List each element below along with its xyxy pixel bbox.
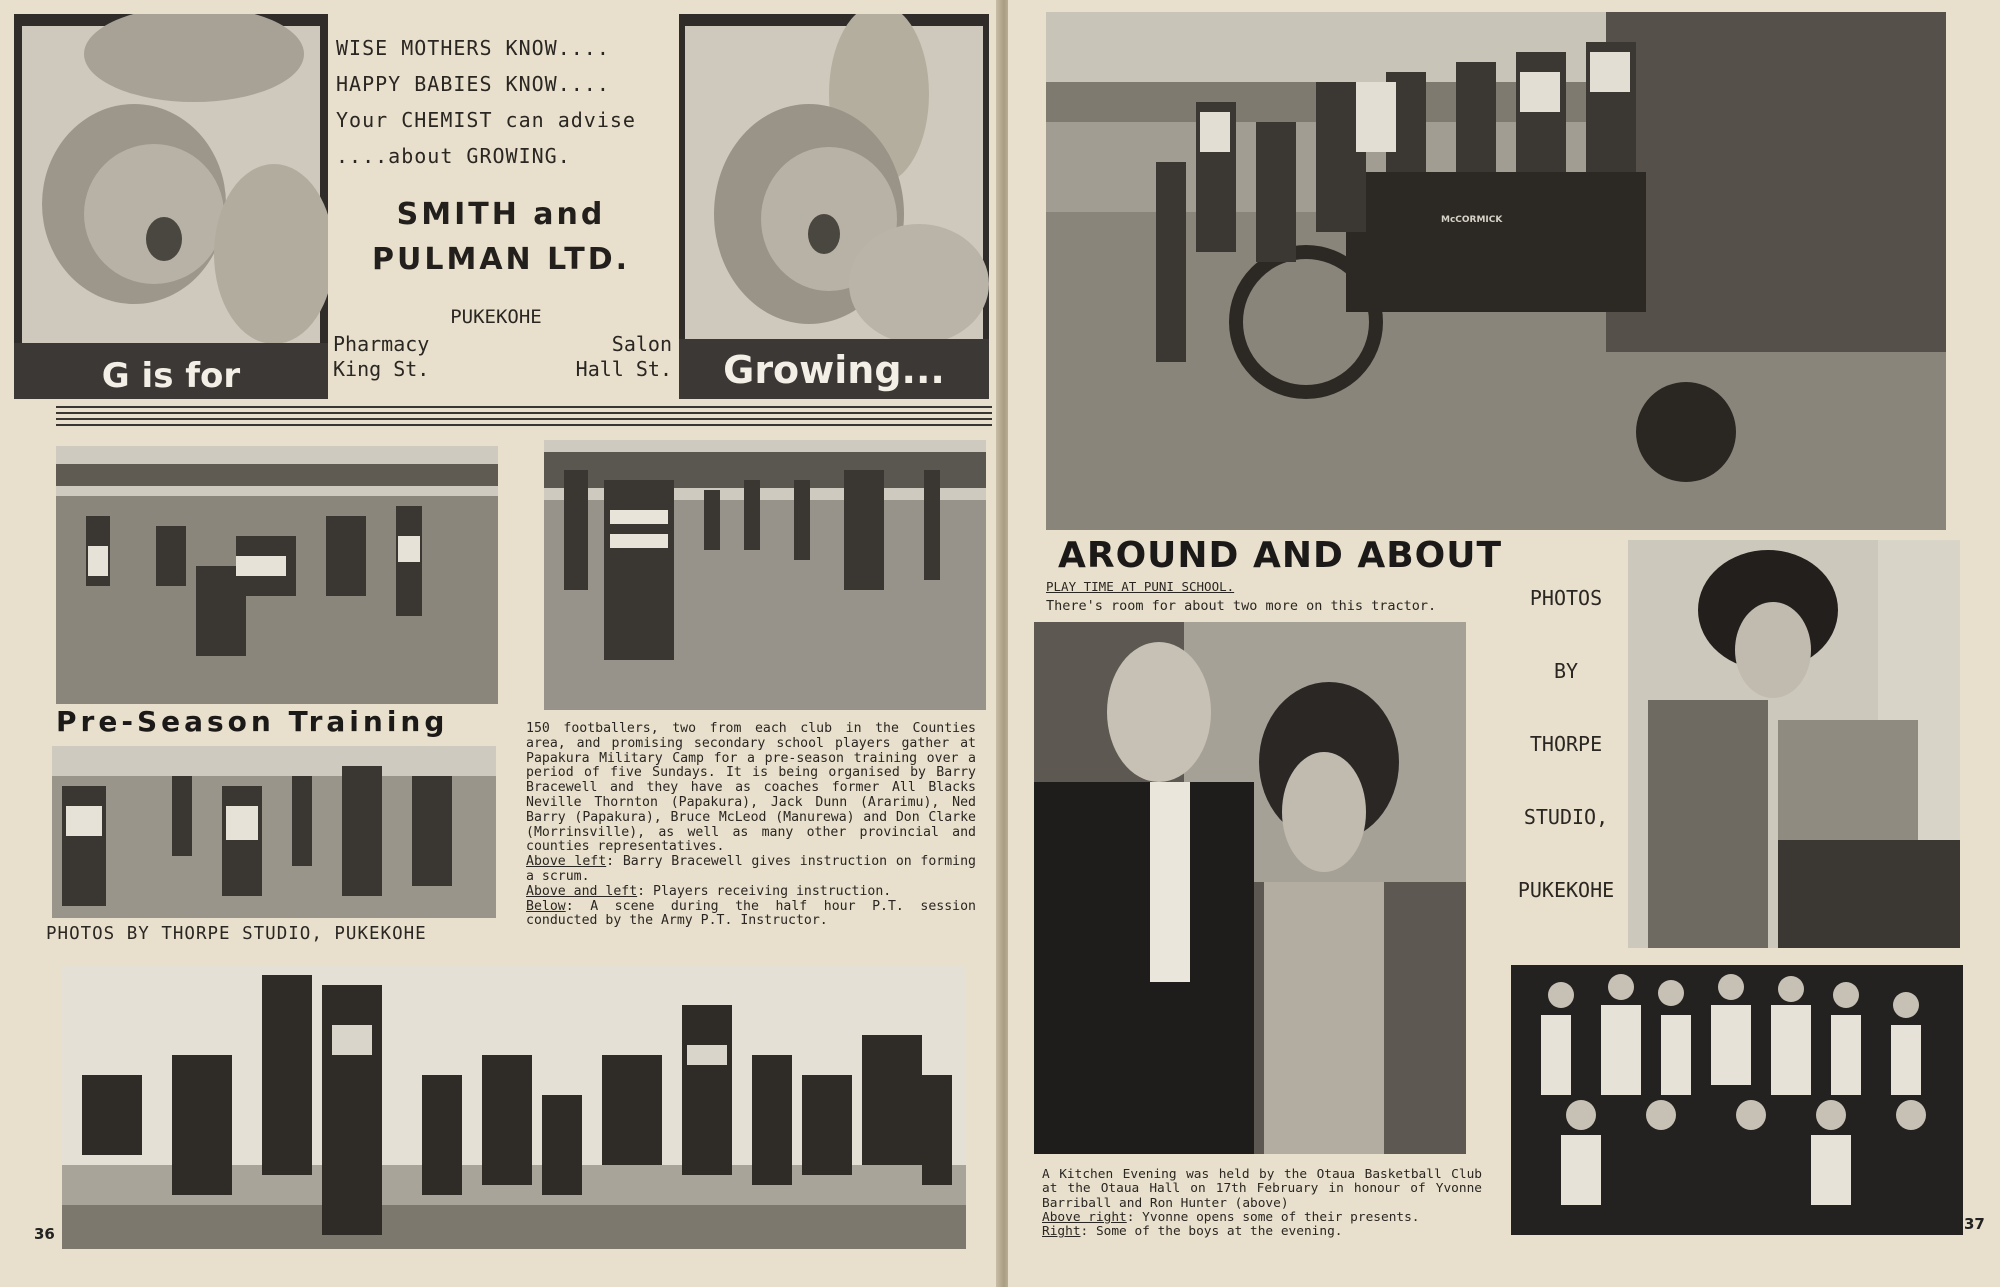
pharmacy-street: King St. <box>333 357 430 381</box>
couple-photo <box>1034 622 1466 1154</box>
tractor-photo <box>1046 12 1946 530</box>
page-number-right: 37 <box>1964 1215 1985 1233</box>
salon-street: Hall St. <box>575 357 672 381</box>
baby-left-caption: G is for <box>14 343 328 399</box>
page-number-left: 36 <box>34 1225 55 1243</box>
tractor-photo-image <box>1046 12 1946 530</box>
tractor-brand-label: McCORMICK <box>1441 215 1503 225</box>
caption-above-right-text: : Yvonne opens some of their presents. <box>1126 1209 1420 1225</box>
divider-rule-2 <box>56 412 992 414</box>
ad-line-3: Your CHEMIST can advise <box>336 108 636 132</box>
credit-line-1: PHOTOS <box>1529 586 1603 610</box>
ad-line-4: ....about GROWING. <box>336 144 571 168</box>
boys-photo <box>1511 965 1963 1235</box>
players-instruction-photo <box>544 440 986 710</box>
caption-right-label: Right <box>1042 1224 1081 1240</box>
around-subcaption: There's room for about two more on this tractor. <box>1046 598 1437 614</box>
ad-line-2: HAPPY BABIES KNOW.... <box>336 72 610 96</box>
baby-photo-right <box>679 14 989 399</box>
training-title: Pre-Season Training <box>56 705 449 738</box>
caption-below-text: : A scene during the half hour P.T. session conducted by the Army P.T. Instructor. <box>526 898 976 929</box>
credit-line-3: THORPE <box>1529 732 1603 756</box>
ad-tagline <box>336 30 636 174</box>
training-paragraph: 150 footballers, two from each club in the Counties area, and promising secondary school players gather at Papakura Military Camp for a pre-season training over a period of five Sundays. It is being organised by Barry Bracewell and they have as coaches former All Blacks Neville Thornton (Papakura), Jack Dunn (Ararimu), Ned Barry (Papakura), Bruce McLeod (Manurewa) and Don Clarke (Morrinsville), as well as many other provincial and counties representatives. <box>526 721 976 855</box>
pt-session-photo <box>62 965 966 1249</box>
right-page <box>1008 0 2000 1287</box>
caption-above-right-label: Above right <box>1042 1209 1127 1225</box>
credit-line-5: PUKEKOHE <box>1517 878 1615 902</box>
around-subhead-text: PLAY TIME AT PUNI SCHOOL. <box>1046 579 1235 594</box>
around-photo-credit <box>1486 562 1646 927</box>
credit-line-4: STUDIO, <box>1523 805 1609 829</box>
caption-above-left-label: Above left <box>526 854 607 870</box>
divider-rule-1 <box>56 406 992 408</box>
scrum-photo-image <box>56 446 498 704</box>
scrum-photo <box>56 446 498 704</box>
ad-line-1: WISE MOTHERS KNOW.... <box>336 36 610 60</box>
company-town: PUKEKOHE <box>450 306 542 328</box>
players-instruction-photo-image <box>544 440 986 710</box>
caption-right-text: : Some of the boys at the evening. <box>1080 1224 1343 1240</box>
company-line-2: PULMAN LTD. <box>372 242 630 277</box>
baby-photo-left <box>14 14 328 399</box>
divider-rule-4 <box>56 424 992 426</box>
caption-below-label: Below <box>526 898 566 914</box>
training-photo-credit: PHOTOS BY THORPE STUDIO, PUKEKOHE <box>46 924 427 944</box>
boys-photo-image <box>1511 965 1963 1235</box>
training-body <box>526 722 976 929</box>
pharmacy-address <box>333 332 429 382</box>
around-subhead <box>1046 579 1234 594</box>
company-name <box>336 192 666 282</box>
kitchen-text: A Kitchen Evening was held by the Otaua Basketball Club at the Otaua Hall on 17th February in honour of Yvonne Barriball and Ron Hunter (above) <box>1042 1167 1482 1211</box>
presents-photo-image <box>1628 540 1960 948</box>
around-title: AROUND AND ABOUT <box>1058 535 1503 576</box>
salon-label: Salon <box>611 332 672 356</box>
couple-photo-image <box>1034 622 1466 1154</box>
baby-photo-left-image <box>14 14 328 399</box>
baby-right-caption: Growing... <box>679 339 989 399</box>
players-receiving-photo <box>52 746 496 918</box>
divider-rule-3 <box>56 418 992 420</box>
kitchen-caption <box>1042 1168 1482 1239</box>
caption-above-and-left-label: Above and left <box>526 883 638 899</box>
company-line-1: SMITH and <box>396 197 606 232</box>
presents-photo <box>1628 540 1960 948</box>
caption-above-left-text: : Barry Bracewell gives instruction on forming a scrum. <box>526 854 976 884</box>
credit-line-2: BY <box>1553 659 1579 683</box>
players-receiving-photo-image <box>52 746 496 918</box>
pt-session-photo-image <box>62 965 966 1249</box>
caption-above-and-left-text: : Players receiving instruction. <box>637 883 892 899</box>
pharmacy-label: Pharmacy <box>333 332 430 356</box>
salon-address <box>562 332 672 382</box>
